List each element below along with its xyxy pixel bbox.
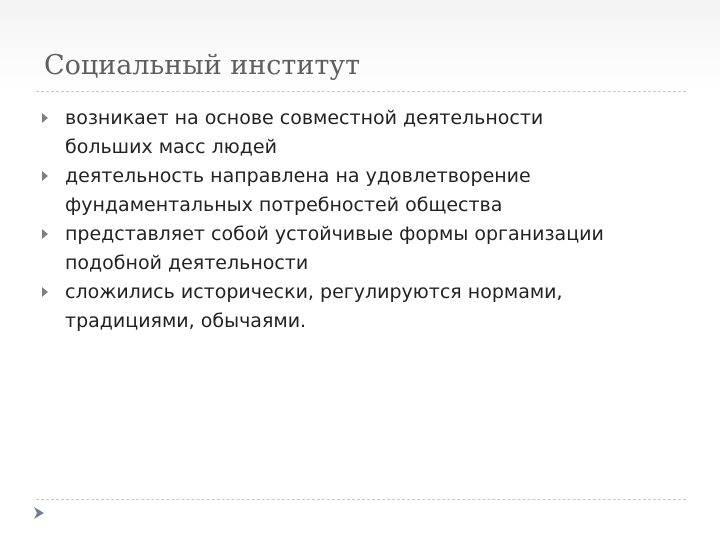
bullet-list xyxy=(42,104,682,336)
bullet-item xyxy=(42,104,682,162)
bullet-text xyxy=(65,220,682,278)
bullet-item xyxy=(42,278,682,336)
slide-title: Социальный институт xyxy=(44,50,361,81)
footer-divider xyxy=(36,499,686,500)
bullet-line: больших масс людей xyxy=(65,136,277,158)
triangle-right-icon xyxy=(42,229,48,239)
triangle-right-icon xyxy=(42,287,48,297)
bullet-text xyxy=(65,104,682,162)
bullet-line: фундаментальных потребностей общества xyxy=(65,194,503,216)
bullet-line: представляет собой устойчивые формы организации xyxy=(65,223,604,245)
bullet-line: деятельность направлена на удовлетворение xyxy=(65,165,531,187)
bullet-text xyxy=(65,162,682,220)
bullet-line: подобной деятельности xyxy=(65,252,309,274)
title-divider xyxy=(36,91,686,92)
nav-arrow-icon[interactable] xyxy=(32,506,46,520)
bullet-item xyxy=(42,220,682,278)
bullet-item xyxy=(42,162,682,220)
bullet-text xyxy=(65,278,682,336)
bullet-line: сложились исторически, регулируются нормами, xyxy=(65,281,563,303)
triangle-right-icon xyxy=(42,171,48,181)
triangle-right-icon xyxy=(42,113,48,123)
bullet-line: традициями, обычаями. xyxy=(65,310,307,332)
bullet-line: возникает на основе совместной деятельности xyxy=(65,107,544,129)
